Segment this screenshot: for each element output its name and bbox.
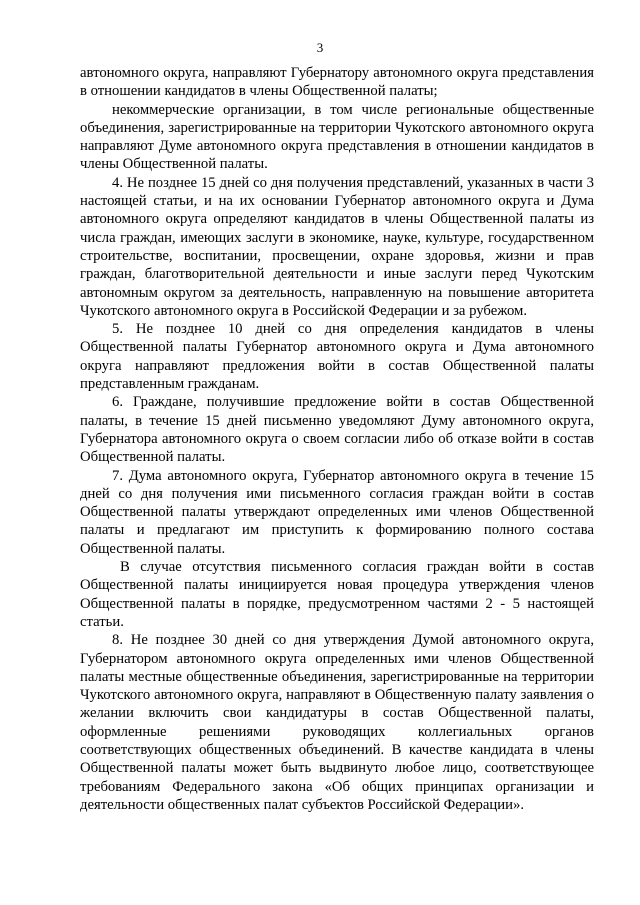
paragraph-continuation: автономного округа, направляют Губернатору автономного округа представления в отношении кандидатов в члены Общественной палаты; (80, 65, 594, 100)
page-number: 3 (316, 40, 324, 55)
document-body (80, 64, 594, 814)
paragraph-item-5: 5. Не позднее 10 дней со дня определения кандидатов в члены Общественной палаты Губернатор автономного округа и Дума автономного округа направляют предложения войти в состав Общественной палаты представленным гражданам. (80, 321, 594, 393)
paragraph-item-6: 6. Граждане, получившие предложение войти в состав Общественной палаты, в течение 15 дней письменно уведомляют Думу автономного округа, Губернатора автономного округа о своем согласии либо об отказе войти в состав Общественной палаты. (80, 394, 594, 466)
paragraph-item-8: 8. Не позднее 30 дней со дня утверждения Думой автономного округа, Губернатором автономного округа определенных ими членов Общественной палаты местные общественные объединения, зарегистрированные на территории Чукотского автономного округа, направляют в Общественную палату заявления о желании включить свои кандидатуры в состав Общественной палаты, оформленные решениями руководящих коллегиальных органов соответствующих общественных объединений. В качестве кандидата в члены Общественной палаты может быть выдвинуто любое лицо, соответствующее требованиям Федерального закона «Об общих принципах организации и деятельности общественных палат субъектов Российской Федерации». (80, 632, 594, 813)
paragraph-item-4: 4. Не позднее 15 дней со дня получения представлений, указанных в части 3 настоящей статьи, и на их основании Губернатор автономного округа и Дума автономного округа определяют кандидатов в члены Общественной палаты из числа граждан, имеющих заслуги в экономике, науке, культуре, государственном строительстве, воспитании, просвещении, охране здоровья, жизни и прав граждан, благотворительной деятельности и иные заслуги перед Чукотским автономным округом за деятельность, направленную на повышение авторитета Чукотского автономного округа в Российской Федерации и за рубежом. (80, 174, 594, 319)
paragraph-item-7: 7. Дума автономного округа, Губернатор автономного округа в течение 15 дней со дня получения ими письменного согласия граждан войти в состав Общественной палаты утверждают определенных ими членов Общественной палаты и предлагают им приступить к формированию полного состава Общественной палаты. (80, 467, 594, 557)
paragraph-nonprofit-organizations: некоммерческие организации, в том числе региональные общественные объединения, зарегистрированные на территории Чукотского автономного округа направляют Думе автономного округа представления в отношении кандидатов в члены Общественной палаты. (80, 101, 594, 173)
paragraph-absence-of-consent: В случае отсутствия письменного согласия граждан войти в состав Общественной палаты инициируется новая процедура утверждения членов Общественной палаты в порядке, предусмотренном частями 2 - 5 настоящей статьи. (80, 559, 594, 630)
